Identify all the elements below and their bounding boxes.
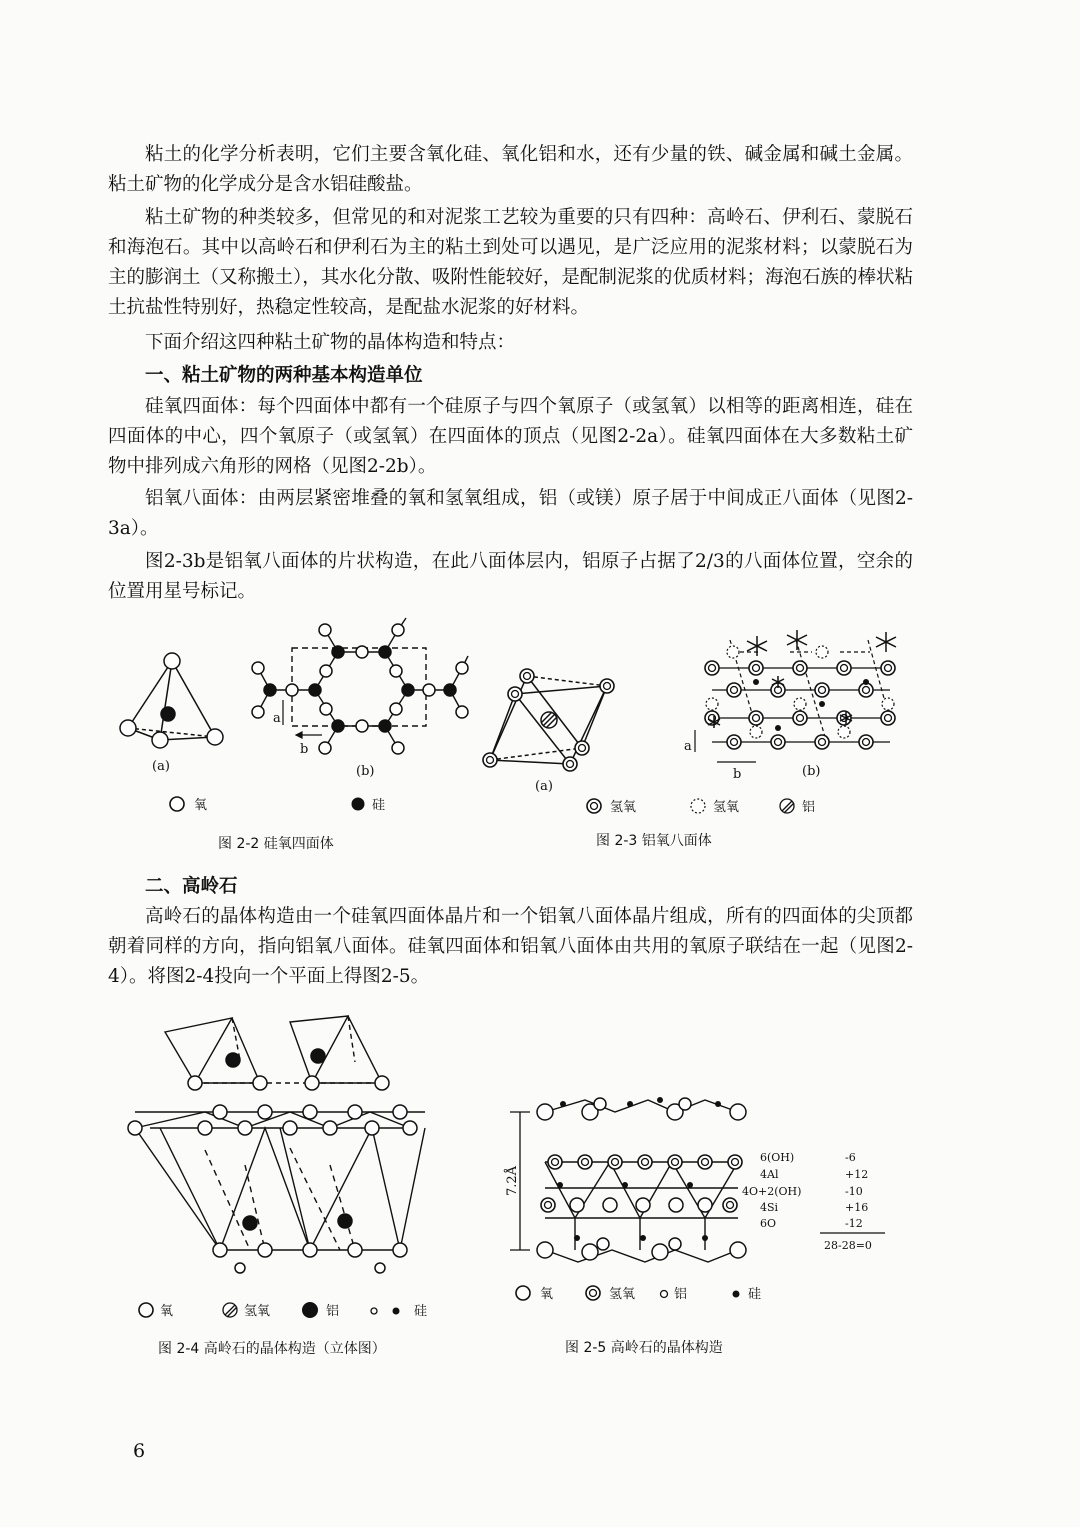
fig24-legend-hydroxyl-icon bbox=[223, 1303, 237, 1317]
fig22a-silicon-atom bbox=[161, 707, 175, 721]
fig25-legend-oxygen-icon bbox=[516, 1286, 530, 1300]
fig25-row3-charge: -10 bbox=[845, 1185, 863, 1198]
fig25-row2-label: 4Al bbox=[760, 1168, 779, 1181]
fig22b-axis-a: a bbox=[273, 711, 281, 726]
heading-1: 一、粘土矿物的两种基本构造单位 bbox=[145, 365, 423, 386]
fig25-row3-label: 4O+2(OH) bbox=[742, 1185, 802, 1198]
fig25-sum: 28-28=0 bbox=[824, 1239, 872, 1252]
fig23-legend-hydroxyl2-icon bbox=[691, 799, 705, 813]
fig23-legend-hydroxyl-icon bbox=[587, 799, 601, 813]
fig23b-aluminum-dots bbox=[753, 679, 869, 731]
fig22a-label: (a) bbox=[152, 759, 170, 774]
fig24-legend-silicon: 硅 bbox=[414, 1304, 428, 1319]
fig22-caption: 图 2-2 硅氧四面体 bbox=[218, 836, 334, 852]
fig22-legend-silicon: 硅 bbox=[372, 798, 386, 813]
paragraph-2: 粘土矿物的种类较多，但常见的和对泥浆工艺较为重要的只有四种：高岭石、伊利石、蒙脱石和海泡石。其中以高岭石和伊利石为主的粘土到处可以遇见，是广泛应用的泥浆材料；以蒙脱石为主的膨润土（又称搬土），其水化分散、吸附性能较好，是配制泥浆的优质材料；海泡石族的棒状粘土抗盐性特别好，热稳定性较高，是配盐水泥浆的好材料。 bbox=[108, 207, 913, 318]
fig25-caption: 图 2-5 高岭石的晶体构造 bbox=[565, 1340, 723, 1356]
fig25-row5-charge: -12 bbox=[845, 1217, 863, 1230]
fig22-legend-silicon-icon bbox=[352, 798, 365, 811]
fig24-legend-aluminum-icon bbox=[302, 1302, 318, 1318]
fig22a-tetrahedron bbox=[120, 653, 223, 748]
fig25-top-oxygens bbox=[537, 1098, 746, 1120]
paragraph-5: 铝氧八面体：由两层紧密堆叠的氧和氢氧组成，铝（或镁）原子居于中间成正八面体（见图2-3a）。 bbox=[108, 488, 913, 539]
fig23-legend-aluminum-icon bbox=[780, 799, 794, 813]
fig23b-axis-b: b bbox=[733, 767, 742, 782]
fig24-legend-oxygen-icon bbox=[139, 1303, 153, 1317]
fig25-row5-label: 6O bbox=[760, 1217, 777, 1230]
paragraph-7: 高岭石的晶体构造由一个硅氧四面体晶片和一个铝氧八面体晶片组成，所有的四面体的尖顶都朝着同样的方向，指向铝氧八面体。硅氧四面体和铝氧八面体由共用的氧原子联结在一起（见图2-4）。将图2-4投向一个平面上得图2-5。 bbox=[108, 906, 913, 987]
fig23-legend-hydroxyl: 氢氧 bbox=[610, 800, 637, 815]
fig23a-octahedron bbox=[490, 676, 607, 764]
fig22b-atoms bbox=[252, 624, 468, 754]
fig22b-label: (b) bbox=[356, 764, 375, 779]
page-number: 6 bbox=[133, 1440, 146, 1462]
fig23a-label: (a) bbox=[535, 779, 553, 794]
fig25-mid-oxygens bbox=[570, 1198, 712, 1212]
fig23b-label: (b) bbox=[802, 764, 821, 779]
fig23b-axis-a: a bbox=[684, 739, 692, 754]
fig25-legend-hydroxyl: 氢氧 bbox=[609, 1287, 636, 1302]
fig25-row1-label: 6(OH) bbox=[760, 1151, 795, 1164]
fig22-legend-oxygen-icon bbox=[170, 797, 184, 811]
fig25-bottom-oxygens bbox=[537, 1238, 746, 1260]
fig23-legend-hydroxyl2: 氢氧 bbox=[713, 800, 740, 815]
paragraph-4: 硅氧四面体：每个四面体中都有一个硅原子与四个氧原子（或氢氧）以相等的距离相连，硅在四面体的中心，四个氧原子（或氢氧）在四面体的顶点（见图2-2a）。硅氧四面体在大多数粘土矿物中排列成六角形的网格（见图2-2b）。 bbox=[108, 396, 913, 477]
fig25-row4-label: 4Si bbox=[760, 1201, 779, 1214]
heading-2: 二、高岭石 bbox=[145, 876, 238, 897]
fig24-legend-silicon-icon2 bbox=[393, 1308, 400, 1315]
fig24-legend-oxygen: 氧 bbox=[160, 1304, 174, 1319]
fig25-legend-hydroxyl-icon bbox=[586, 1286, 600, 1300]
fig22-legend-oxygen: 氧 bbox=[194, 798, 208, 813]
fig25-legend-silicon-icon bbox=[733, 1291, 740, 1298]
fig24-caption: 图 2-4 高岭石的晶体构造（立体图） bbox=[158, 1341, 386, 1357]
fig25-legend-silicon: 硅 bbox=[748, 1287, 762, 1302]
fig25-legend-oxygen: 氧 bbox=[540, 1287, 554, 1302]
paragraph-3: 下面介绍这四种粘土矿物的晶体构造和特点： bbox=[145, 332, 516, 353]
fig24-legend-hydroxyl: 氢氧 bbox=[244, 1304, 271, 1319]
fig24-legend-aluminum: 铝 bbox=[326, 1304, 340, 1319]
paragraph-6: 图2-3b是铝氧八面体的片状构造，在此八面体层内，铝原子占据了2/3的八面体位置，空余的位置用星号标记。 bbox=[108, 551, 913, 602]
fig24-structure bbox=[135, 1016, 425, 1250]
fig23b-axes bbox=[695, 730, 756, 762]
fig25-legend-aluminum-icon bbox=[661, 1291, 668, 1298]
fig25-dim-label: 7.2Å bbox=[505, 1165, 520, 1196]
fig25-annotation bbox=[742, 1151, 885, 1252]
fig25-row4-charge: +16 bbox=[845, 1201, 869, 1214]
fig24-legend-silicon-icon1 bbox=[371, 1308, 377, 1314]
fig25-row2-charge: +12 bbox=[845, 1168, 869, 1181]
fig25-row1-charge: -6 bbox=[845, 1151, 856, 1164]
paragraph-1: 粘土的化学分析表明，它们主要含氧化硅、氧化铝和水，还有少量的铁、碱金属和碱土金属。粘土矿物的化学成分是含水铝硅酸盐。 bbox=[108, 144, 913, 195]
fig23-caption: 图 2-3 铝氧八面体 bbox=[596, 833, 712, 849]
fig22b-axes bbox=[283, 700, 322, 738]
fig23-legend-aluminum: 铝 bbox=[802, 800, 816, 815]
fig25-legend-aluminum: 铝 bbox=[674, 1287, 688, 1302]
fig22b-axis-b: b bbox=[300, 742, 309, 757]
